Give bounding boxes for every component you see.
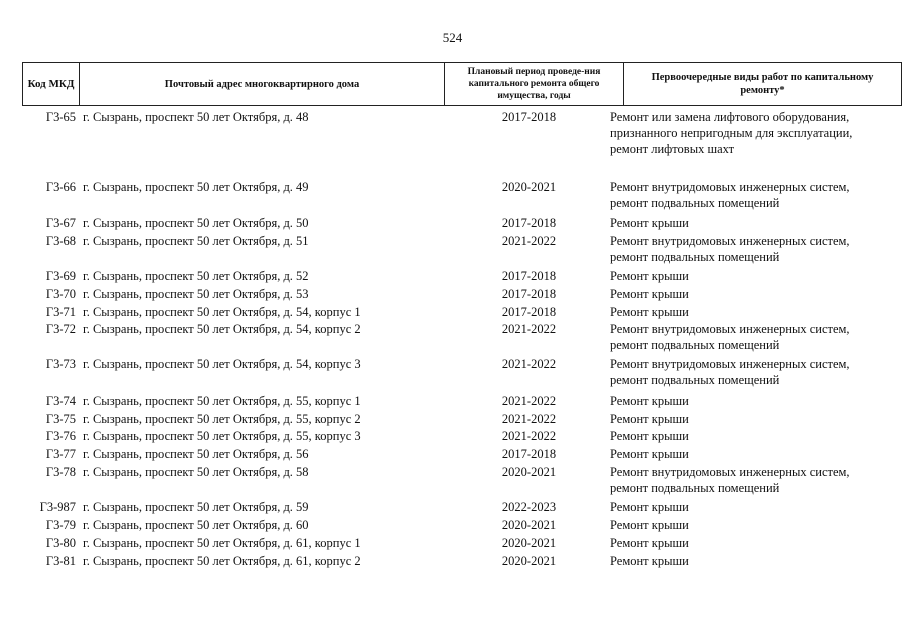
row-code: Г3-77 xyxy=(45,447,76,461)
row-works-line: Ремонт крыши xyxy=(610,518,689,532)
table-header xyxy=(22,62,902,106)
row-period: 2020-2021 xyxy=(501,536,557,550)
row-works xyxy=(610,393,902,409)
row-works-line: Ремонт внутридомовых инженерных систем, xyxy=(610,180,850,194)
row-works-line: признанного непригодным для эксплуатации, xyxy=(610,126,853,140)
row-period: 2017-2018 xyxy=(501,287,557,301)
row-works xyxy=(610,268,902,284)
row-works-line: Ремонт крыши xyxy=(610,305,689,319)
row-works-line: Ремонт крыши xyxy=(610,394,689,408)
row-address: г. Сызрань, проспект 50 лет Октября, д. 54, корпус 2 xyxy=(83,322,361,336)
row-code: Г3-80 xyxy=(45,536,76,550)
row-works xyxy=(610,535,902,551)
row-code: Г3-76 xyxy=(45,429,76,443)
row-works-line: Ремонт крыши xyxy=(610,500,689,514)
row-code: Г3-75 xyxy=(45,412,76,426)
row-works xyxy=(610,428,902,444)
row-period: 2017-2018 xyxy=(501,110,557,124)
row-code: Г3-987 xyxy=(39,500,76,514)
row-address: г. Сызрань, проспект 50 лет Октября, д. 60 xyxy=(83,518,309,532)
row-address: г. Сызрань, проспект 50 лет Октября, д. 61, корпус 1 xyxy=(83,536,361,550)
row-works xyxy=(610,446,902,462)
row-period: 2020-2021 xyxy=(501,554,557,568)
row-works xyxy=(610,233,902,265)
row-address: г. Сызрань, проспект 50 лет Октября, д. 58 xyxy=(83,465,309,479)
row-address: г. Сызрань, проспект 50 лет Октября, д. 61, корпус 2 xyxy=(83,554,361,568)
row-address: г. Сызрань, проспект 50 лет Октября, д. 48 xyxy=(83,110,309,124)
row-works xyxy=(610,356,902,388)
row-works-line: Ремонт внутридомовых инженерных систем, xyxy=(610,357,850,371)
row-code: Г3-68 xyxy=(45,234,76,248)
header-address: Почтовый адрес многоквартирного дома xyxy=(164,78,360,90)
header-code: Код МКД xyxy=(27,78,75,90)
row-period: 2017-2018 xyxy=(501,269,557,283)
row-address: г. Сызрань, проспект 50 лет Октября, д. 49 xyxy=(83,180,309,194)
row-period: 2021-2022 xyxy=(501,429,557,443)
row-period: 2017-2018 xyxy=(501,216,557,230)
row-code: Г3-66 xyxy=(45,180,76,194)
row-code: Г3-73 xyxy=(45,357,76,371)
row-works xyxy=(610,286,902,302)
row-works-line: ремонт подвальных помещений xyxy=(610,196,780,210)
row-works xyxy=(610,179,902,211)
row-address: г. Сызрань, проспект 50 лет Октября, д. 54, корпус 1 xyxy=(83,305,361,319)
row-works-line: Ремонт крыши xyxy=(610,554,689,568)
row-works xyxy=(610,517,902,533)
row-works-line: ремонт подвальных помещений xyxy=(610,250,780,264)
row-period: 2021-2022 xyxy=(501,234,557,248)
row-period: 2021-2022 xyxy=(501,322,557,336)
row-works xyxy=(610,109,902,157)
row-works-line: Ремонт крыши xyxy=(610,216,689,230)
row-code: Г3-71 xyxy=(45,305,76,319)
row-works xyxy=(610,215,902,231)
row-code: Г3-72 xyxy=(45,322,76,336)
row-works-line: ремонт лифтовых шахт xyxy=(610,142,735,156)
row-address: г. Сызрань, проспект 50 лет Октября, д. 50 xyxy=(83,216,309,230)
row-period: 2020-2021 xyxy=(501,180,557,194)
row-works-line: Ремонт внутридомовых инженерных систем, xyxy=(610,234,850,248)
row-works xyxy=(610,499,902,515)
row-works-line: ремонт подвальных помещений xyxy=(610,338,780,352)
row-works xyxy=(610,304,902,320)
row-address: г. Сызрань, проспект 50 лет Октября, д. 55, корпус 3 xyxy=(83,429,361,443)
row-address: г. Сызрань, проспект 50 лет Октября, д. 52 xyxy=(83,269,309,283)
row-address: г. Сызрань, проспект 50 лет Октября, д. 53 xyxy=(83,287,309,301)
row-period: 2017-2018 xyxy=(501,447,557,461)
row-works xyxy=(610,321,902,353)
row-code: Г3-74 xyxy=(45,394,76,408)
page-number: 524 xyxy=(442,30,463,45)
row-code: Г3-70 xyxy=(45,287,76,301)
row-period: 2020-2021 xyxy=(501,518,557,532)
row-works-line: Ремонт крыши xyxy=(610,429,689,443)
header-period: Плановый период проведе-ния капитального ремонта общего имущества, годы xyxy=(467,67,601,101)
row-works-line: Ремонт крыши xyxy=(610,269,689,283)
row-code: Г3-79 xyxy=(45,518,76,532)
row-code: Г3-81 xyxy=(45,554,76,568)
row-address: г. Сызрань, проспект 50 лет Октября, д. 59 xyxy=(83,500,309,514)
row-code: Г3-65 xyxy=(45,110,76,124)
row-works-line: Ремонт или замена лифтового оборудования, xyxy=(610,110,850,124)
row-address: г. Сызрань, проспект 50 лет Октября, д. 56 xyxy=(83,447,309,461)
row-period: 2021-2022 xyxy=(501,394,557,408)
row-period: 2020-2021 xyxy=(501,465,557,479)
row-address: г. Сызрань, проспект 50 лет Октября, д. 55, корпус 2 xyxy=(83,412,361,426)
row-works xyxy=(610,411,902,427)
row-works-line: Ремонт внутридомовых инженерных систем, xyxy=(610,465,850,479)
row-code: Г3-67 xyxy=(45,216,76,230)
row-works-line: ремонт подвальных помещений xyxy=(610,373,780,387)
row-code: Г3-69 xyxy=(45,269,76,283)
row-code: Г3-78 xyxy=(45,465,76,479)
header-works: Первоочередные виды работ по капитальному ремонту* xyxy=(651,72,874,96)
row-address: г. Сызрань, проспект 50 лет Октября, д. 54, корпус 3 xyxy=(83,357,361,371)
row-address: г. Сызрань, проспект 50 лет Октября, д. 55, корпус 1 xyxy=(83,394,361,408)
row-period: 2022-2023 xyxy=(501,500,557,514)
row-works-line: Ремонт крыши xyxy=(610,287,689,301)
row-period: 2017-2018 xyxy=(501,305,557,319)
row-works-line: Ремонт крыши xyxy=(610,412,689,426)
row-works-line: ремонт подвальных помещений xyxy=(610,481,780,495)
row-works xyxy=(610,464,902,496)
row-works-line: Ремонт внутридомовых инженерных систем, xyxy=(610,322,850,336)
row-works-line: Ремонт крыши xyxy=(610,447,689,461)
row-address: г. Сызрань, проспект 50 лет Октября, д. 51 xyxy=(83,234,309,248)
row-period: 2021-2022 xyxy=(501,412,557,426)
row-works xyxy=(610,553,902,569)
row-works-line: Ремонт крыши xyxy=(610,536,689,550)
row-period: 2021-2022 xyxy=(501,357,557,371)
